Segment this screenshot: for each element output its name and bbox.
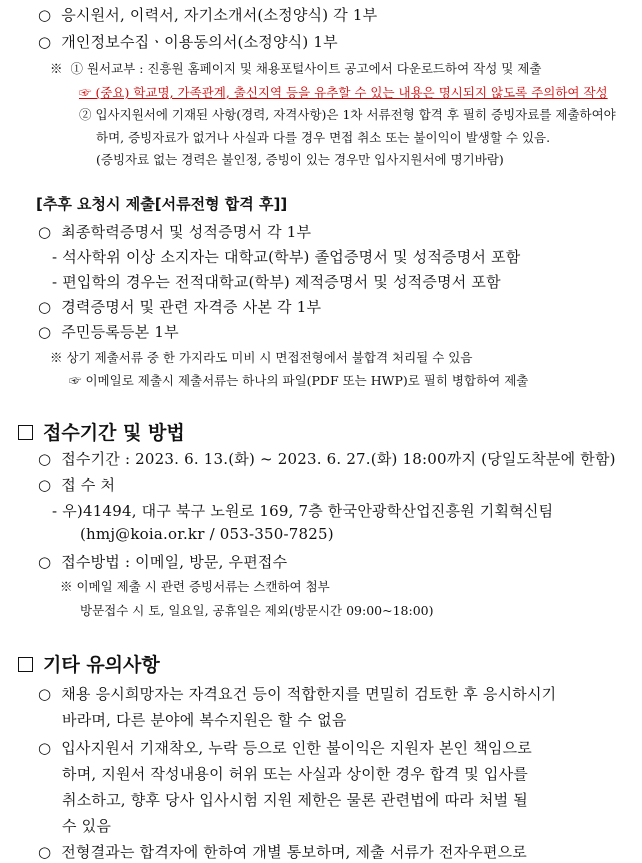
note-line: 방문접수 시 토, 일요일, 공휴일은 제외(방문시간 09:00~18:00) (80, 603, 434, 618)
list-item: ○ 접수기간 : 2023. 6. 13.(화) ~ 2023. 6. 27.(화) 18:00까지 (당일도착분에 한함) (38, 450, 616, 468)
note-line: ※ ① 원서교부 : 진흥원 홈페이지 및 채용포털사이트 공고에서 다운로드하여 작성 및 제출 (50, 61, 542, 76)
bullet-circle: ○ (38, 298, 52, 316)
paragraph-line: ○ 채용 응시희망자는 자격요건 등이 적합한지를 면밀히 검토한 후 응시하시기 (38, 685, 557, 703)
paragraph-line: 바라며, 다른 분야에 복수지원은 할 수 없음 (62, 711, 347, 729)
square-icon (18, 425, 33, 440)
bullet-circle: ○ (38, 553, 52, 571)
section-header: 접수기간 및 방법 (18, 418, 185, 445)
dash-item: - 석사학위 이상 소지자는 대학교(학부) 졸업증명서 및 성적증명서 포함 (52, 248, 521, 266)
list-item: ○ 개인정보수집ㆍ이용동의서(소정양식) 1부 (38, 33, 338, 51)
bullet-circle: ○ (38, 323, 52, 341)
section-subtitle: [추후 요청시 제출[서류전형 합격 후]] (36, 195, 288, 213)
list-item: ○ 경력증명서 및 관련 자격증 사본 각 1부 (38, 298, 322, 316)
address-line: - 우)41494, 대구 북구 노원로 169, 7층 한국안광학산업진흥원 기획혁신팀 (52, 502, 554, 520)
note-line: ※ 상기 제출서류 중 한 가지라도 미비 시 면접전형에서 불합격 처리될 수 있음 (50, 350, 473, 365)
bullet-circle: ○ (38, 6, 52, 24)
paragraph-line: ○ 입사지원서 기재착오, 누락 등으로 인한 불이익은 지원자 본인 책임으로 (38, 739, 532, 757)
list-item: ○ 최종학력증명서 및 성적증명서 각 1부 (38, 223, 312, 241)
bullet-circle: ○ (38, 450, 52, 468)
list-item: ○ 응시원서, 이력서, 자기소개서(소정양식) 각 1부 (38, 6, 378, 24)
dash-item: - 편입학의 경우는 전적대학교(학부) 제적증명서 및 성적증명서 포함 (52, 273, 501, 291)
bullet-circle: ○ (38, 476, 52, 494)
list-item: ○ 접 수 처 (38, 476, 116, 494)
warning-line: ☞ (중요) 학교명, 가족관계, 출신지역 등을 유추할 수 있는 내용은 명시되지 않도록 주의하여 작성 (79, 85, 608, 100)
list-item: ○ 접수방법 : 이메일, 방문, 우편접수 (38, 553, 288, 571)
square-icon (18, 657, 33, 672)
bullet-circle: ○ (38, 843, 52, 861)
note-line: 하며, 증빙자료가 없거나 사실과 다를 경우 면접 취소 또는 불이익이 발생할 수 있음. (96, 130, 551, 145)
paragraph-line: ○ 전형결과는 합격자에 한하여 개별 통보하며, 제출 서류가 전자우편으로 (38, 843, 527, 861)
list-item: ○ 주민등록등본 1부 (38, 323, 179, 341)
contact-line: (hmj@koia.or.kr / 053-350-7825) (80, 525, 334, 543)
bullet-circle: ○ (38, 33, 52, 51)
note-line: (증빙자료 없는 경력은 불인정, 증빙이 있는 경우만 입사지원서에 명기바람) (96, 152, 504, 167)
bullet-circle: ○ (38, 739, 52, 757)
note-line: ☞ 이메일로 제출시 제출서류는 하나의 파일(PDF 또는 HWP)로 필히 병합하여 제출 (69, 373, 529, 388)
paragraph-line: 수 있음 (62, 817, 112, 835)
bullet-circle: ○ (38, 685, 52, 703)
paragraph-line: 하며, 지원서 작성내용이 허위 또는 사실과 상이한 경우 합격 및 입사를 (62, 765, 528, 783)
note-line: ※ 이메일 제출 시 관련 증빙서류는 스캔하여 첨부 (60, 579, 330, 594)
bullet-circle: ○ (38, 223, 52, 241)
note-line: ② 입사지원서에 기재된 사항(경력, 자격사항)은 1차 서류전형 합격 후 필히 증빙자료를 제출하여야 (79, 107, 616, 122)
paragraph-line: 취소하고, 향후 당사 입사시험 지원 제한은 물론 관련법에 따라 처벌 될 (62, 791, 528, 809)
section-header: 기타 유의사항 (18, 650, 160, 677)
